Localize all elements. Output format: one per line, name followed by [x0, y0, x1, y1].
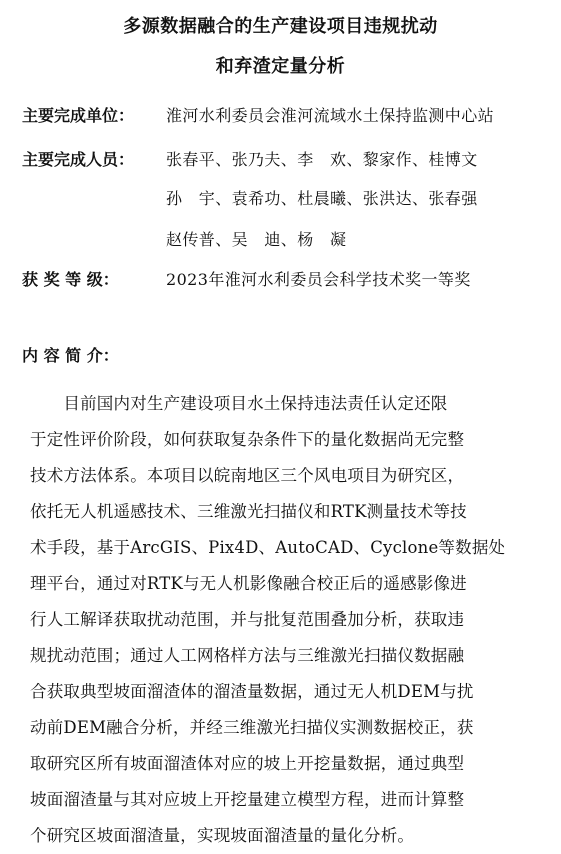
document-title-line-1: 多源数据融合的生产建设项目违规扰动 — [123, 16, 438, 37]
persons-label: 主要完成人员： — [22, 150, 135, 169]
intro-heading: 内 容 简 介： — [22, 346, 119, 365]
unit-value: 淮河水利委员会淮河流域水土保持监测中心站 — [166, 106, 495, 125]
intro-line: 行人工解译获取扰动范围，并与批复范围叠加分析，获取违 — [30, 610, 465, 629]
intro-line: 个研究区坡面溜渣量，实现坡面溜渣量的量化分析。 — [30, 826, 415, 845]
award-value: 2023年淮河水利委员会科学技术奖一等奖 — [166, 270, 471, 289]
intro-line: 坡面溜渣量与其对应坡上开挖量建立模型方程，进而计算整 — [30, 790, 465, 809]
intro-line: 术手段，基于ArcGIS、Pix4D、AutoCAD、Cyclone等数据处 — [30, 538, 506, 557]
intro-line: 技术方法体系。本项目以皖南地区三个风电项目为研究区， — [30, 466, 465, 485]
intro-line: 目前国内对生产建设项目水土保持违法责任认定还限 — [30, 394, 448, 413]
persons-line-2: 孙 宇、袁希功、杜晨曦、张洪达、张春强 — [166, 189, 478, 208]
persons-line-3: 赵传普、吴 迪、杨 凝 — [166, 230, 347, 249]
document-title-line-2: 和弃渣定量分析 — [215, 56, 346, 77]
persons-line-1: 张春平、张乃夫、李 欢、黎家作、桂博文 — [166, 150, 478, 169]
unit-label: 主要完成单位： — [22, 106, 135, 125]
intro-line: 于定性评价阶段，如何获取复杂条件下的量化数据尚无完整 — [30, 430, 465, 449]
intro-line: 动前DEM融合分析，并经三维激光扫描仪实测数据校正，获 — [30, 718, 474, 737]
intro-line: 理平台，通过对RTK与无人机影像融合校正后的遥感影像进 — [30, 574, 467, 593]
intro-line: 合获取典型坡面溜渣体的溜渣量数据，通过无人机DEM与扰 — [30, 682, 474, 701]
intro-line: 规扰动范围；通过人工网格样方法与三维激光扫描仪数据融 — [30, 646, 465, 665]
intro-line: 依托无人机遥感技术、三维激光扫描仪和RTK测量技术等技 — [30, 502, 467, 521]
intro-line: 取研究区所有坡面溜渣体对应的坡上开挖量数据，通过典型 — [30, 754, 465, 773]
award-label: 获 奖 等 级： — [22, 270, 119, 289]
